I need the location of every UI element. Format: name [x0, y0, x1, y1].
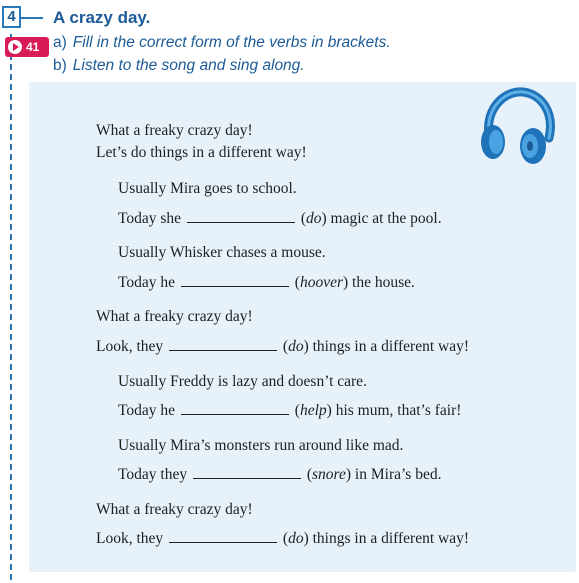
answer-blank[interactable]: [169, 336, 277, 351]
song-line: What a freaky crazy day!: [96, 308, 253, 325]
verb-hint: do: [305, 210, 322, 227]
verb-hint: do: [288, 338, 304, 355]
song-line-gap: Look, they (do) things in a different way!: [96, 530, 470, 547]
verb-hint: help: [299, 402, 327, 419]
track-number: 41: [26, 40, 40, 54]
audio-track-button[interactable]: [5, 37, 49, 57]
song-line-gap: Today he (hoover) the house.: [118, 274, 415, 291]
verb-hint: hoover: [299, 274, 343, 291]
song-line-gap: Today they (snore) in Mira’s bed.: [118, 466, 442, 483]
song-line: Let’s do things in a different way!: [96, 144, 307, 161]
number-connector: [21, 17, 43, 19]
song-line: What a freaky crazy day!: [96, 122, 253, 139]
verb-hint: snore: [312, 466, 346, 483]
instruction-text: Listen to the song and sing along.: [72, 57, 305, 74]
answer-blank[interactable]: [181, 272, 289, 287]
instruction-label: a): [53, 34, 67, 51]
song-line: Usually Whisker chases a mouse.: [118, 244, 326, 261]
song-line-gap: Today she (do) magic at the pool.: [118, 210, 442, 227]
exercise-number: 4: [2, 6, 21, 28]
instruction-b: [53, 57, 305, 75]
margin-guide-line: [10, 34, 12, 580]
answer-blank[interactable]: [181, 400, 289, 415]
verb-hint: do: [288, 530, 304, 547]
instruction-label: b): [53, 57, 67, 74]
headphones-icon: [475, 84, 559, 168]
song-line: Usually Mira’s monsters run around like mad.: [118, 437, 404, 454]
play-icon: [8, 40, 22, 54]
answer-blank[interactable]: [169, 528, 277, 543]
song-line: Usually Freddy is lazy and doesn’t care.: [118, 373, 367, 390]
instruction-a: [53, 34, 391, 52]
song-line-gap: Today he (help) his mum, that’s fair!: [118, 402, 462, 419]
song-line-gap: Look, they (do) things in a different way!: [96, 338, 470, 355]
exercise-title: A crazy day.: [53, 8, 151, 27]
instruction-text: Fill in the correct form of the verbs in brackets.: [72, 34, 391, 51]
answer-blank[interactable]: [187, 208, 295, 223]
answer-blank[interactable]: [193, 464, 301, 479]
song-line: Usually Mira goes to school.: [118, 180, 297, 197]
song-line: What a freaky crazy day!: [96, 501, 253, 518]
